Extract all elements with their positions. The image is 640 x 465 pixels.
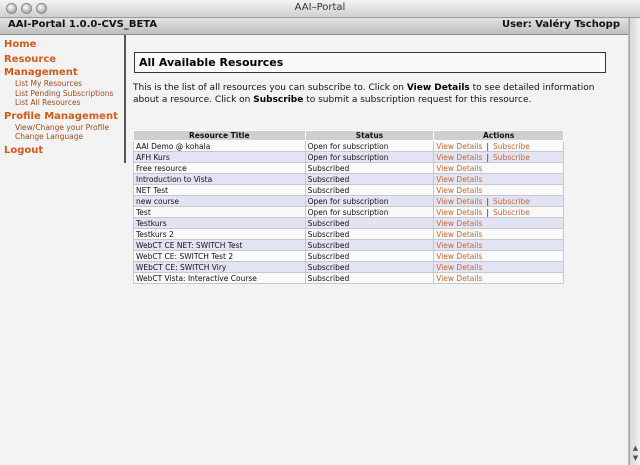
app-name: AAI-Portal 1.0.0-CVS_BETA <box>8 19 158 30</box>
status-cell: Subscribed <box>305 262 434 273</box>
status-cell: Open for subscription <box>305 207 434 218</box>
table-row <box>134 141 564 152</box>
view-details-link[interactable]: View Details <box>436 251 483 261</box>
view-details-link[interactable]: View Details <box>436 174 483 184</box>
actions-cell <box>434 207 564 218</box>
page-title-box <box>134 52 606 73</box>
actions-cell <box>434 174 564 185</box>
resource-title-cell: Test <box>134 207 306 218</box>
actions-cell <box>434 240 564 251</box>
resource-title-cell: Free resource <box>134 163 306 174</box>
subscribe-link[interactable]: Subscribe <box>492 207 530 217</box>
table-row <box>134 207 564 218</box>
actions-cell <box>434 152 564 163</box>
user-label: User: Valéry Tschopp <box>501 19 620 30</box>
actions-cell <box>434 262 564 273</box>
table-row <box>134 240 564 251</box>
nav-profile-management[interactable]: Profile Management <box>4 110 118 122</box>
intro-part-2: to see detailed information about a resource. Click on <box>133 83 595 105</box>
actions-cell <box>434 196 564 207</box>
actions-cell <box>434 251 564 262</box>
intro-view-details-bold: View Details <box>406 83 470 93</box>
nav-home[interactable]: Home <box>4 39 37 50</box>
resource-title-cell: WEbCT CE: SWITCH Viry <box>134 262 306 273</box>
window-titlebar <box>0 0 640 18</box>
subscribe-link[interactable]: Subscribe <box>492 196 530 206</box>
scroll-down-arrow-icon[interactable]: ▼ <box>632 454 639 462</box>
action-separator: | <box>486 207 489 217</box>
table-row <box>134 185 564 196</box>
column-header-title: Resource Title <box>134 131 306 141</box>
view-details-link[interactable]: View Details <box>436 163 483 173</box>
resource-title-cell: WebCT CE: SWITCH Test 2 <box>134 251 306 262</box>
status-cell: Open for subscription <box>305 152 434 163</box>
status-cell: Subscribed <box>305 229 434 240</box>
resource-title-cell: Testkurs 2 <box>134 229 306 240</box>
status-cell: Open for subscription <box>305 196 434 207</box>
status-cell: Subscribed <box>305 218 434 229</box>
status-cell: Subscribed <box>305 273 434 284</box>
view-details-link[interactable]: View Details <box>436 273 483 283</box>
page-title: All Available Resources <box>139 56 284 69</box>
view-details-link[interactable]: View Details <box>436 229 483 239</box>
view-details-link[interactable]: View Details <box>436 240 483 250</box>
nav-resource-management[interactable]: Resource Management <box>4 54 78 78</box>
status-cell: Subscribed <box>305 185 434 196</box>
resource-title-cell: Introduction to Vista <box>134 174 306 185</box>
view-details-link[interactable]: View Details <box>436 218 483 228</box>
nav-logout[interactable]: Logout <box>4 144 44 156</box>
resource-title-cell: Testkurs <box>134 218 306 229</box>
actions-cell <box>434 218 564 229</box>
actions-cell <box>434 141 564 152</box>
sidebar-nav <box>0 35 126 163</box>
actions-cell <box>434 163 564 174</box>
view-details-link[interactable]: View Details <box>436 196 483 206</box>
nav-list-all-resources[interactable]: List All Resources <box>15 98 81 107</box>
table-row <box>134 273 564 284</box>
action-separator: | <box>486 152 489 162</box>
table-row <box>134 163 564 174</box>
nav-list-pending-subscriptions[interactable]: List Pending Subscriptions <box>15 88 114 98</box>
column-header-status: Status <box>305 131 434 141</box>
resources-table <box>133 130 564 284</box>
table-row <box>134 174 564 185</box>
nav-change-language[interactable]: Change Language <box>15 132 84 141</box>
action-separator: | <box>486 196 489 206</box>
view-details-link[interactable]: View Details <box>436 185 483 195</box>
resource-title-cell: WebCT Vista: Interactive Course <box>134 273 306 284</box>
actions-cell <box>434 273 564 284</box>
table-row <box>134 152 564 163</box>
table-row <box>134 196 564 207</box>
browser-viewport <box>0 18 629 465</box>
status-cell: Subscribed <box>305 251 434 262</box>
intro-text <box>133 82 603 106</box>
table-header-row <box>134 131 564 141</box>
app-header <box>0 18 628 35</box>
table-row <box>134 229 564 240</box>
status-cell: Open for subscription <box>305 141 434 152</box>
view-details-link[interactable]: View Details <box>436 207 483 217</box>
intro-part-1: This is the list of all resources you can subscribe to. Click on <box>133 83 407 93</box>
intro-part-3: to submit a subscription request for this resource. <box>303 95 532 105</box>
intro-subscribe-bold: Subscribe <box>253 95 304 105</box>
actions-cell <box>434 229 564 240</box>
subscribe-link[interactable]: Subscribe <box>492 152 530 162</box>
resource-title-cell: NET Test <box>134 185 306 196</box>
status-cell: Subscribed <box>305 174 434 185</box>
view-details-link[interactable]: View Details <box>436 152 483 162</box>
nav-list-my-resources[interactable]: List My Resources <box>15 79 83 88</box>
resource-title-cell: AAI Demo @ kohala <box>134 141 306 152</box>
view-details-link[interactable]: View Details <box>436 141 483 151</box>
subscribe-link[interactable]: Subscribe <box>492 141 530 151</box>
status-cell: Subscribed <box>305 163 434 174</box>
action-separator: | <box>486 141 489 151</box>
actions-cell <box>434 185 564 196</box>
nav-view-profile[interactable]: View/Change your Profile <box>15 122 109 132</box>
scroll-up-arrow-icon[interactable]: ▲ <box>632 444 639 452</box>
status-cell: Subscribed <box>305 240 434 251</box>
vertical-scrollbar[interactable] <box>629 18 640 465</box>
window-title: AAI–Portal <box>294 2 346 13</box>
view-details-link[interactable]: View Details <box>436 262 483 272</box>
resource-title-cell: new course <box>134 196 306 207</box>
column-header-actions: Actions <box>434 131 564 141</box>
table-row <box>134 218 564 229</box>
resource-title-cell: WebCT CE NET: SWITCH Test <box>134 240 306 251</box>
table-row <box>134 251 564 262</box>
table-row <box>134 262 564 273</box>
resource-title-cell: AFH Kurs <box>134 152 306 163</box>
